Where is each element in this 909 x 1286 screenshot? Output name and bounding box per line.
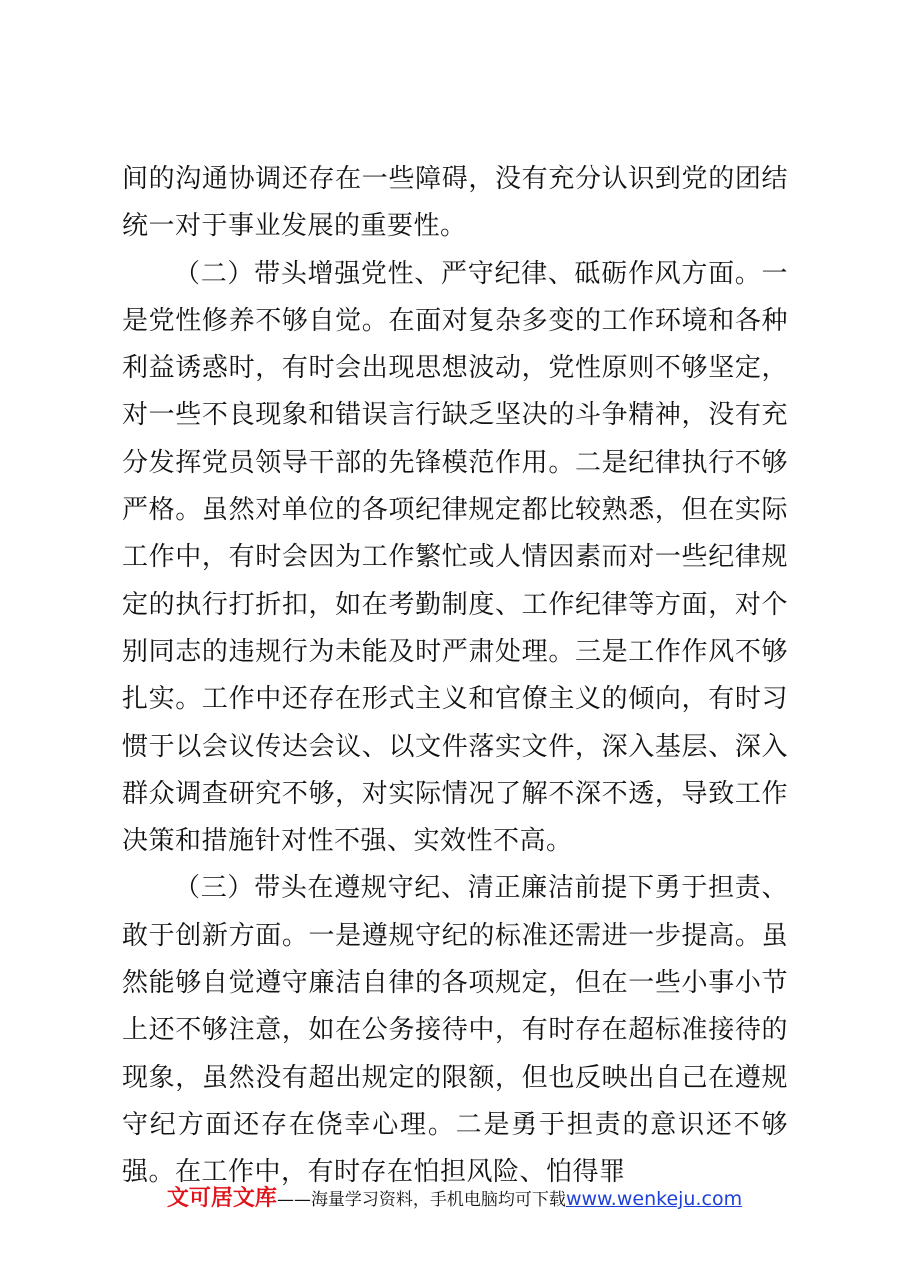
footer-website-link[interactable]: www.wenkeju.com xyxy=(565,1188,743,1210)
footer-banner xyxy=(0,1181,909,1212)
paragraph-section-2: （二）带头增强党性、严守纪律、砥砺作风方面。一是党性修养不够自觉。在面对复杂多变的工作环境和各种利益诱惑时，有时会出现思想波动，党性原则不够坚定，对一些不良现象和错误言行缺乏坚决的斗争精神，没有充分发挥党员领导干部的先锋模范作用。二是纪律执行不够严格。虽然对单位的各项纪律规定都比较熟悉，但在实际工作中，有时会因为工作繁忙或人情因素而对一些纪律规定的执行打折扣，如在考勤制度、工作纪律等方面，对个别同志的违规行为未能及时严肃处理。三是工作作风不够扎实。工作中还存在形式主义和官僚主义的倾向，有时习惯于以会议传达会议、以文件落实文件，深入基层、深入群众调查研究不够，对实际情况了解不深不透，导致工作决策和措施针对性不强、实效性不高。 xyxy=(122,258,788,857)
paragraph-section-3: （三）带头在遵规守纪、清正廉洁前提下勇于担责、敢于创新方面。一是遵规守纪的标准还需进一步提高。虽然能够自觉遵守廉洁自律的各项规定，但在一些小事小节上还不够注意，如在公务接待中，有时存在超标准接待的现象，虽然没有超出规定的限额，但也反映出自己在遵规守纪方面还存在侥幸心理。二是勇于担责的意识还不够强。在工作中，有时存在怕担风险、怕得罪 xyxy=(122,873,788,1188)
footer-brand: 文可居文库 xyxy=(166,1186,277,1211)
paragraph-continuation: 间的沟通协调还存在一些障碍，没有充分认识到党的团结统一对于事业发展的重要性。 xyxy=(122,164,788,242)
document-body xyxy=(122,156,788,1197)
footer-slogan: ——海量学习资料，手机电脑均可下载 xyxy=(276,1190,566,1210)
